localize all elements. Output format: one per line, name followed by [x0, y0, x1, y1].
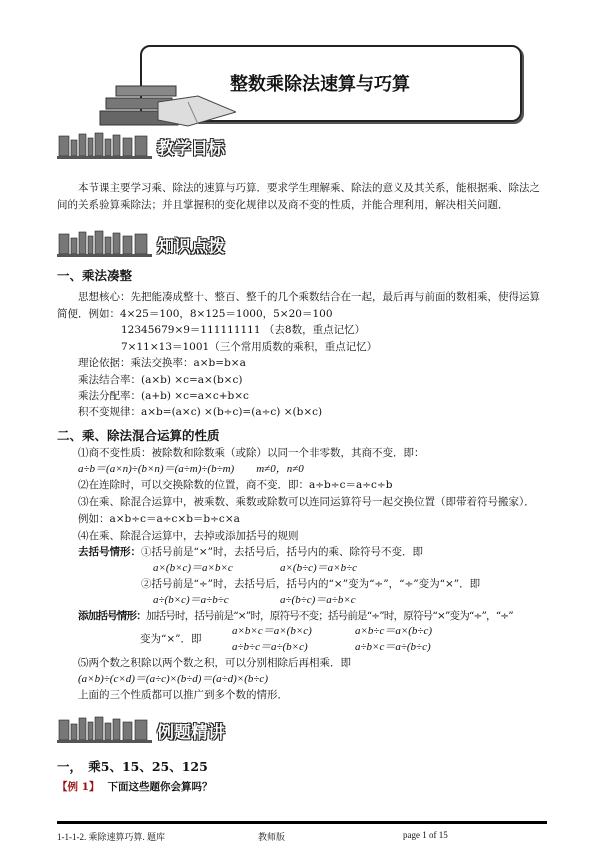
heading-mixed-operations: 二、乘、除法混合运算的性质: [57, 428, 220, 443]
bookshelf-icon: [57, 130, 152, 160]
formula: (a×b)÷(c×d)＝(a÷c)×(b÷d)＝(a÷d)×(b÷c): [78, 673, 268, 685]
text-line: 加括号时，括号前是“×”时，原符号不变；括号前是“÷”时，原符号“×”变为“÷”，“÷”: [145, 610, 513, 622]
text-line: ⑵在连除时，可以交换除数的位置，商不变．即：a÷b÷c＝a÷c÷b: [78, 479, 393, 491]
text-line: ⑷在乘、除混合运算中，去掉或添加括号的规则: [78, 530, 299, 542]
footer-edition: 教师版: [258, 832, 286, 842]
section-title: 例题精讲: [157, 723, 225, 743]
label-add-brackets: 添加括号情形：: [78, 610, 146, 622]
example-tag: 【例 1】: [57, 781, 100, 793]
section-title: 教学目标: [157, 139, 225, 159]
text-line: 简便．例如：4×25＝100，8×125＝1000，5×20＝100: [57, 308, 333, 320]
text-line: ⑶在乘、除混合运算中，被乘数、乘数或除数可以连同运算符号一起交换位置（即带着符号搬家）．: [78, 496, 535, 508]
footer-divider: [57, 821, 547, 824]
formula: a÷b×c＝a÷(b÷c): [355, 641, 431, 653]
text-line: ⑴商不变性质：被除数和除数乘（或除）以同一个非零数，其商不变．即：: [78, 447, 425, 459]
text-line: 思想核心：先把能凑成整十、整百、整千的几个乘数结合在一起，最后再与前面的数相乘，使得运算: [78, 291, 540, 303]
bookshelf-icon: [57, 228, 152, 258]
text-line: 乘法分配率：(a+b) ×c=a×c+b×c: [78, 390, 249, 402]
formula: a×b÷c＝a×(b÷c): [355, 625, 433, 637]
add-brackets-row: [78, 609, 513, 623]
text-line: 例如：a×b÷c＝a÷c×b＝b÷c×a: [78, 513, 240, 525]
remove-brackets-row: [78, 545, 423, 559]
label-remove-brackets: 去括号情形：: [78, 546, 141, 558]
heading-multiply-5: 一， 乘5、15、25、125: [57, 759, 208, 774]
bookshelf-icon: [57, 714, 152, 744]
text-line: 变为“×”．即: [140, 633, 202, 645]
text-line: 理论依据：乘法交换率：a×b=b×a: [78, 357, 246, 369]
text-line: 乘法结合率：(a×b) ×c=a×(b×c): [78, 374, 243, 386]
formula: a÷b＝(a×n)÷(b×n)＝(a÷m)÷(b÷m) m≠0，n≠0: [78, 463, 304, 475]
books-illustration: [88, 82, 236, 130]
formula: a×(b÷c)＝a×b÷c: [280, 562, 358, 574]
text-line: 上面的三个性质都可以推广到多个数的情形．: [78, 689, 288, 701]
formula: a÷b÷c＝a÷(b×c): [232, 641, 308, 653]
footer-page-number: page 1 of 15: [403, 830, 448, 840]
heading-multiplication-rounding: 一、乘法凑整: [57, 268, 133, 283]
formula: a×(b×c)＝a×b×c: [153, 562, 233, 574]
formula: a÷(b÷c)＝a÷b×c: [280, 594, 356, 606]
example-question: 下面这些题你会算吗？: [107, 781, 213, 793]
section-header-examples: [57, 714, 317, 746]
text-line: ⑸两个数之积除以两个数之积，可以分别相除后再相乘．即: [78, 657, 351, 669]
example-row: [57, 780, 212, 794]
text-line: ②括号前是“÷”时，去括号后，括号内的“×”变为“÷”，“÷”变为“×”．即: [141, 578, 481, 590]
formula: a÷(b×c)＝a÷b÷c: [153, 594, 229, 606]
section-header-teaching-goals: [57, 130, 317, 162]
text-line: 积不变规律：a×b=(a×c) ×(b÷c)=(a÷c) ×(b×c): [78, 406, 323, 418]
footer-doc-id: 1-1-1-2. 乘除速算巧算. 题库: [57, 832, 165, 842]
intro-paragraph: 本节课主要学习乘、除法的速算与巧算．要求学生理解乘、除法的意义及其关系，能根据乘、除法之间的关系验算乘除法；并且掌握积的变化规律以及商不变的性质，并能合理利用，解决相关问题．: [57, 182, 540, 211]
text-line: ①括号前是“×”时，去括号后，括号内的乘、除符号不变．即: [141, 546, 424, 558]
text-line: 12345679×9＝111111111 （去8数，重点记忆）: [121, 324, 366, 336]
section-header-knowledge: [57, 228, 317, 260]
section-title: 知识点拨: [157, 237, 225, 257]
text-line: 7×11×13＝1001（三个常用质数的乘积，重点记忆）: [121, 341, 378, 353]
page-title: 整数乘除法速算与巧算: [230, 74, 410, 95]
formula: a×b×c＝a×(b×c): [232, 625, 312, 637]
